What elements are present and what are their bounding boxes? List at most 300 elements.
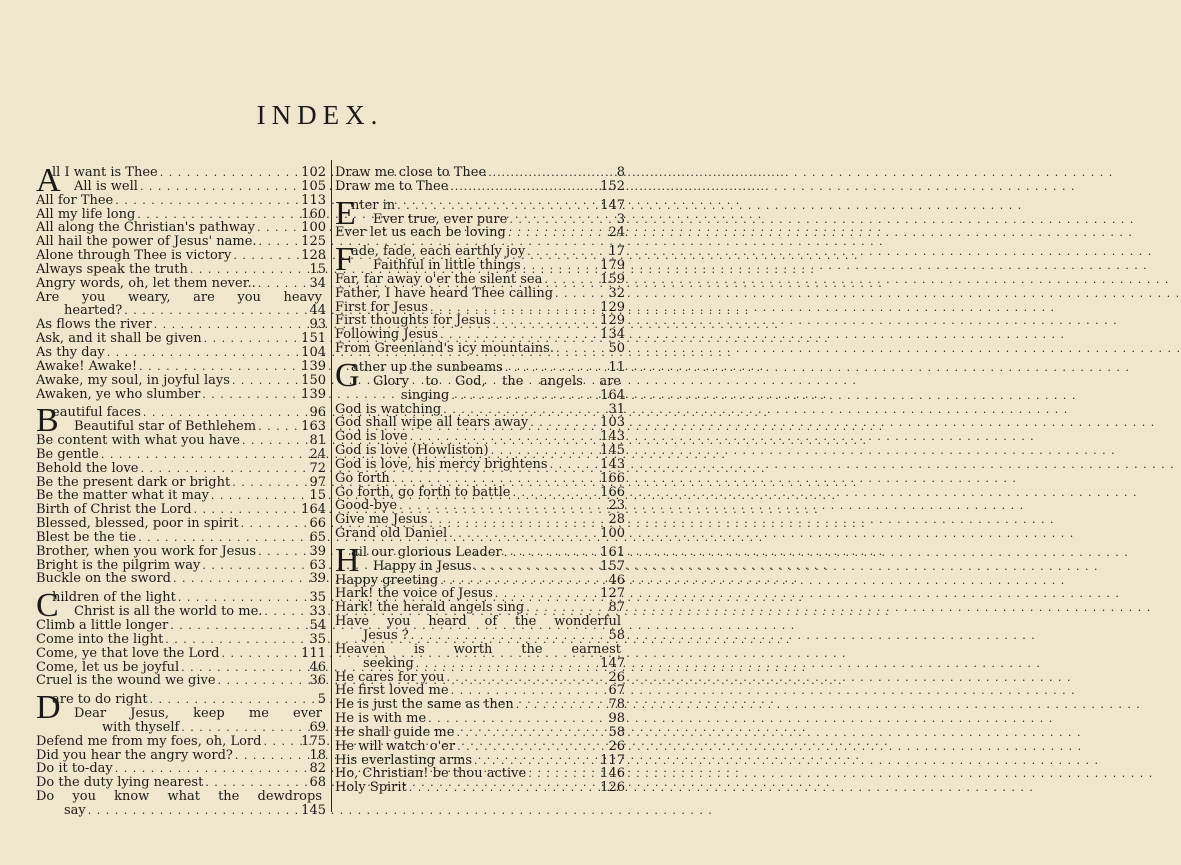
drop-cap-letter: G [335,356,360,394]
leader-dots [165,633,302,647]
entry-title: Always speak the truth [36,261,188,277]
page-number: 147 [600,655,625,671]
index-entry [36,776,326,790]
page-number: 24 [608,225,625,241]
index-entry [335,684,625,698]
drop-cap-letter: B [36,402,59,440]
entry-title: Hark! the herald angels sing [335,600,525,616]
drop-cap-letter: C [36,587,59,625]
leader-dots [235,749,302,763]
leader-dots [232,374,299,388]
leader-dots [232,476,302,490]
entry-continuation [335,657,625,671]
page-number: 125 [301,234,326,250]
page-number: 104 [301,344,326,360]
entry-title: Behold the love [36,460,139,476]
leader-dots [528,767,598,781]
index-entry [36,531,326,545]
leader-dots [222,647,300,661]
leader-dots [416,657,598,671]
entry-title: All along the Christian's pathway [36,220,255,236]
entry-title-cont: hearted? [64,303,123,319]
page-number: 146 [600,766,625,782]
page-number: 81 [309,433,326,449]
page-number: 8 [616,165,625,180]
entry-title: ade, fade, each earthly joy [351,244,526,260]
page-number: 67 [608,683,625,699]
index-entry [36,360,326,374]
page-number: 34 [309,275,326,291]
entry-title: Give me Jesus [335,512,428,528]
leader-dots [141,462,302,476]
entry-title: Ask, and it shall be given [36,331,202,347]
entry-title: He shall guide me [335,724,455,740]
leader-dots [410,430,599,444]
leader-dots [451,684,601,698]
leader-dots [544,273,598,287]
index-entry [36,517,326,531]
entry-title: Far, far away o'er the silent sea [335,271,543,287]
leader-dots [411,629,601,643]
index-entry [335,486,625,500]
index-entry [335,444,625,458]
leader-dots [505,361,601,375]
page-number: 23 [608,498,625,514]
entry-title-line: Do you know what the dewdrops [36,789,322,805]
index-entry [36,503,326,517]
leader-dots [474,560,599,574]
page-number: 65 [309,529,326,545]
entry-continuation [373,389,625,403]
leader-dots [451,389,598,403]
leader-dots [530,416,598,430]
drop-cap-letter: D [36,689,61,727]
leader-dots [474,754,598,768]
leader-dots [150,693,302,707]
page-number: 126 [600,780,625,796]
page-number: 105 [301,178,326,194]
entry-title: Defend me from my foes, oh, Lord [36,733,262,749]
index-entry [335,643,625,671]
entry-title: Following Jesus [335,327,439,343]
page-number: 46 [608,572,625,588]
entry-title: All for Thee [36,192,114,208]
index-entry [335,767,625,781]
entry-title: He cares for you [335,669,445,685]
leader-dots [258,277,302,291]
entry-title-line: Heaven is worth the earnest [335,641,621,657]
index-entry [335,199,625,213]
page-number: 18 [309,747,326,763]
index-section [36,402,326,587]
page-number: 103 [600,415,625,431]
entry-title: Come into the light [36,631,164,647]
entry-title: Good-bye [335,498,398,514]
entry-title: Brother, when you work for Jesus [36,543,257,559]
index-entry [36,332,326,346]
leader-dots [430,513,602,527]
page-number: 78 [608,697,625,713]
leader-dots [139,360,299,374]
leader-dots [204,332,300,346]
leader-dots [202,559,302,573]
index-entry [335,601,625,615]
index-entry [335,375,625,403]
entry-title-cont: seeking [363,655,414,671]
drop-cap-letter: H [335,541,360,579]
entry-title-line: Are you weary, are you heavy [36,289,322,305]
page-number: 129 [600,313,625,329]
leader-dots [449,527,598,541]
index-entry [335,342,625,356]
index-entry [36,208,326,222]
entry-title: God is watching [335,401,442,417]
page-number: 66 [309,516,326,532]
page-number: 166 [600,470,625,486]
entry-title: Happy greeting [335,572,439,588]
leader-dots [259,235,300,249]
index-entry [36,647,326,661]
index-entry [335,416,625,430]
index-entry [335,712,625,726]
leader-dots [491,444,599,458]
leader-dots [264,605,302,619]
index-entry [36,572,326,586]
entry-title: Ever let us each be loving [335,225,506,241]
entry-title: From Greenland's icy mountains. [335,341,554,357]
page-number: 26 [608,669,625,685]
index-entry [335,560,625,574]
entry-title: Go forth [335,470,390,486]
page-number: 33 [309,604,326,620]
leader-dots [495,587,598,601]
index-entry [36,591,326,605]
page-number: 129 [600,299,625,315]
index-entry [335,301,625,315]
leader-dots [526,601,601,615]
leader-dots [512,486,598,500]
entry-title: Awake, my soul, in joyful lays [36,372,230,388]
entry-title: Draw me close to Thee [335,165,487,180]
entry-title: Buckle on the sword [36,571,171,587]
page-number: 24 [309,446,326,462]
page-number: 134 [600,327,625,343]
entry-title: He is just the same as then [335,697,514,713]
leader-dots [143,406,302,420]
page-number: 58 [608,724,625,740]
entry-title: Awake! Awake! [36,358,138,374]
entry-title-cont: say [64,802,86,818]
page-number: 58 [608,628,625,643]
leader-dots [443,403,601,417]
page-number: 39 [309,543,326,559]
page-number: 44 [309,303,326,319]
leader-dots [124,304,302,318]
index-entry [36,249,326,263]
page-number: 97 [309,474,326,490]
leader-dots [409,781,598,795]
leader-dots [399,499,601,513]
entry-title: He first loved me [335,683,449,699]
entry-title: Climb a little longer [36,618,169,633]
page-number: 147 [600,197,625,213]
index-entry [335,546,625,560]
page-number: 143 [600,429,625,445]
leader-dots [101,448,302,462]
index-entry [335,180,625,194]
page-number: 15 [309,261,326,277]
index-entry [335,587,625,601]
index-entry [335,458,625,472]
page-number: 145 [301,802,326,818]
index-entry [36,674,326,688]
page-number: 143 [600,456,625,472]
index-entry [335,698,625,712]
entry-title-cont: with thyself [102,719,180,735]
entry-title: Blest be the tie [36,529,137,545]
entry-title: God is love, his mercy brightens [335,456,548,472]
entry-title: God is love (Howliston) [335,443,489,459]
index-section [335,356,625,542]
page-number: 100 [301,220,326,236]
page-number: 3 [616,211,625,227]
index-entry [36,180,326,194]
entry-title: As flows the river [36,317,152,333]
index-entry [335,754,625,768]
leader-dots [88,804,299,818]
index-entry [36,476,326,490]
page-number: 11 [608,359,625,375]
index-entry [335,574,625,588]
page-number: 128 [301,248,326,264]
page-number: 15 [309,488,326,504]
entry-title: Birth of Christ the Lord [36,502,192,518]
index-left-column [36,162,326,818]
index-entry [335,781,625,795]
page-number: 98 [608,711,625,727]
page-number: 32 [608,285,625,301]
leader-dots [181,661,302,675]
entry-title-line: Have you heard of the wonderful [335,614,621,630]
entry-title: Be content with what you have [36,433,240,449]
leader-dots [241,517,302,531]
entry-title: His everlasting arms [335,752,472,768]
page-number: 54 [309,618,326,633]
entry-title: eautiful faces [52,405,141,421]
entry-title: As thy day [36,344,105,360]
page-number: 63 [309,557,326,573]
entry-title-cont: singing [401,387,450,403]
page-number: 113 [301,192,326,208]
entry-title: hildren of the light [52,590,176,606]
entry-title: Awaken, ye who slumber [36,386,201,402]
leader-dots [115,194,299,208]
entry-title: Come, ye that love the Lord [36,645,220,661]
entry-title: Be gentle [36,446,99,462]
index-entry [36,661,326,675]
leader-dots [190,263,302,277]
entry-title: Grand old Daniel [335,526,448,542]
leader-dots [258,545,302,559]
leader-dots [523,259,599,273]
leader-dots [205,776,302,790]
entry-title: First for Jesus [335,299,429,315]
index-entry [335,671,625,685]
leader-dots [508,226,601,240]
page-number: 152 [600,178,625,194]
page-number: 161 [600,544,625,560]
leader-dots [107,346,299,360]
page-number: 5 [317,692,326,708]
page-number: 127 [600,586,625,602]
index-entry [36,633,326,647]
index-section [335,241,625,357]
leader-dots [178,591,302,605]
page-number: 50 [608,341,625,357]
leader-dots [516,698,601,712]
leader-dots [430,301,598,315]
page-number: 139 [301,386,326,402]
entry-title: Beautiful star of Bethlehem [74,419,257,435]
entry-title: Cruel is the wound we give [36,673,216,689]
entry-title: Go forth, go forth to battle [335,484,511,500]
index-entry [335,615,625,643]
page-number: 17 [608,244,625,260]
index-entry [36,388,326,402]
index-entry [36,318,326,332]
page-number: 163 [301,419,326,435]
index-entry [36,462,326,476]
entry-title: Come, let us be joyful [36,659,180,675]
page-number: 160 [301,206,326,222]
index-entry [36,406,326,420]
index-entry [36,235,326,249]
index-entry [335,259,625,273]
leader-dots [527,245,601,259]
index-entry [36,693,326,707]
leader-dots [493,314,599,328]
page-number: 39 [309,571,326,587]
leader-dots [450,180,598,194]
index-entry [36,166,326,180]
entry-title: All is well [74,178,138,194]
page-number: 145 [600,443,625,459]
index-entry [335,472,625,486]
page-number: 28 [608,512,625,528]
page-number: 69 [309,719,326,735]
page-number: 117 [600,752,625,768]
index-entry [36,221,326,235]
leader-dots [397,199,598,213]
leader-dots [456,726,601,740]
page-number: 96 [309,405,326,421]
index-entry [36,346,326,360]
entry-title: Hark! the voice of Jesus [335,586,493,602]
index-entry [335,361,625,375]
leader-dots [140,180,299,194]
index-entry [36,619,326,633]
index-section [36,587,326,689]
entry-title: He will watch o'er [335,738,456,754]
leader-dots [440,574,601,588]
page-number: 102 [301,165,326,180]
page-number: 26 [608,738,625,754]
leader-dots [263,735,299,749]
index-entry [335,403,625,417]
leader-dots [242,434,302,448]
index-section [36,689,326,818]
index-entry [335,527,625,541]
drop-cap-letter: F [335,241,354,279]
entry-title: All my life long [36,206,136,222]
leader-dots [170,619,302,633]
index-section [36,162,326,402]
page-number: 175 [301,733,326,749]
entry-title: Christ is all the world to me. [74,604,263,620]
entry-continuation [36,804,326,818]
entry-title: Did you hear the angry word? [36,747,233,763]
page-number: 46 [309,659,326,675]
entry-title-line: Glory to God, the angels are [373,373,621,389]
page-number: 35 [309,631,326,647]
entry-title-line: Dear Jesus, keep me ever [74,706,322,722]
leader-dots [440,328,598,342]
leader-dots [258,420,299,434]
page-number: 68 [309,775,326,791]
index-entry [36,707,326,735]
entry-title: Do it to-day [36,761,113,777]
leader-dots [556,342,601,356]
entry-title: Be the matter what it may [36,488,209,504]
page-number: 166 [600,484,625,500]
entry-title: God is love [335,429,408,445]
entry-title: Bright is the pilgrim way [36,557,201,573]
page-number: 150 [301,372,326,388]
entry-title: Father, I have heard Thee calling [335,285,554,301]
index-entry [36,277,326,291]
index-entry [36,374,326,388]
entry-title: First thoughts for Jesus [335,313,491,329]
index-entry [335,726,625,740]
leader-dots [428,712,601,726]
entry-title: Blessed, blessed, poor in spirit [36,516,239,532]
page-title: INDEX. [256,100,384,130]
page-number: 72 [309,460,326,476]
entry-title: Ho, Christian! be thou active [335,766,527,782]
leader-dots [392,472,598,486]
entry-title: Faithful in little things [373,258,521,274]
index-section [335,166,625,194]
page-number: 151 [301,331,326,347]
index-entry [36,434,326,448]
index-entry [36,489,326,503]
entry-title: ail our glorious Leader [351,544,502,560]
page-number: 159 [600,271,625,287]
entry-title: ll I want is Thee [52,165,158,180]
entry-title: Ever true, ever pure [373,211,508,227]
page-number: 31 [608,401,625,417]
leader-dots [555,287,601,301]
index-entry [335,287,625,301]
leader-dots [137,208,299,222]
leader-dots [194,503,300,517]
entry-continuation [36,304,326,318]
index-entry [335,740,625,754]
index-entry [335,245,625,259]
page-number: 111 [301,645,326,661]
index-entry [36,735,326,749]
index-entry [335,166,625,180]
